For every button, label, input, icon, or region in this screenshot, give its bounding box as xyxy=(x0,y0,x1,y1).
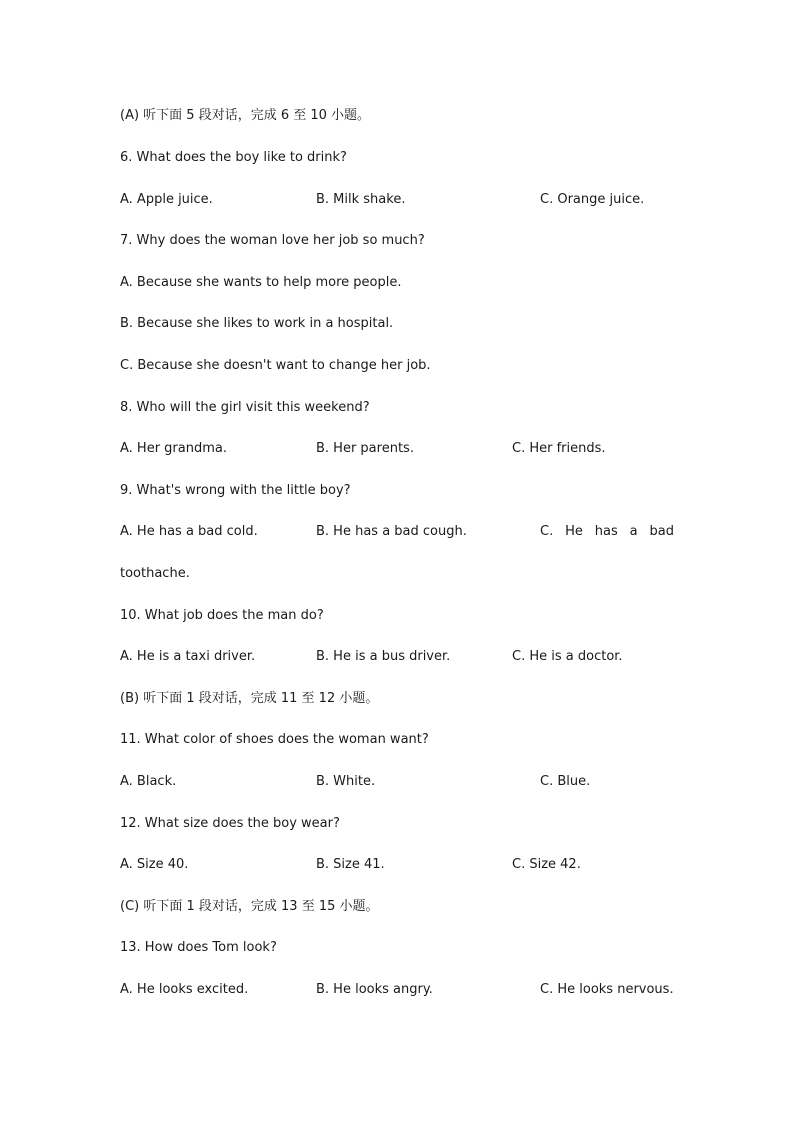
question-6-stem: 6. What does the boy like to drink? xyxy=(120,150,347,165)
section-heading-b: (B) 听下面 1 段对话，完成 11 至 12 小题。 xyxy=(120,691,379,706)
section-heading-c: (C) 听下面 1 段对话，完成 13 至 15 小题。 xyxy=(120,899,379,914)
question-13-option-a: A. He looks excited. xyxy=(120,982,249,997)
question-7-option-b: B. Because she likes to work in a hospital. xyxy=(120,316,394,331)
question-13-option-b: B. He looks angry. xyxy=(316,982,433,997)
question-13-stem: 13. How does Tom look? xyxy=(120,940,277,955)
question-7-option-c: C. Because she doesn't want to change her job. xyxy=(120,358,431,373)
question-7-option-a: A. Because she wants to help more people. xyxy=(120,275,402,290)
question-12-option-c: C. Size 42. xyxy=(512,857,581,872)
question-9-option-c-word: C. xyxy=(540,524,554,539)
question-12-option-a: A. Size 40. xyxy=(120,857,189,872)
question-11-stem: 11. What color of shoes does the woman want? xyxy=(120,732,429,747)
question-10-option-b: B. He is a bus driver. xyxy=(316,649,451,664)
question-9-option-c xyxy=(540,524,674,540)
question-9-option-b: B. He has a bad cough. xyxy=(316,524,467,539)
question-12-option-b: B. Size 41. xyxy=(316,857,385,872)
question-9-option-c-continued: toothache. xyxy=(120,566,190,581)
question-6-option-a: A. Apple juice. xyxy=(120,192,213,207)
question-10-option-c: C. He is a doctor. xyxy=(512,649,623,664)
question-6-option-b: B. Milk shake. xyxy=(316,192,406,207)
question-9-option-c-word: has xyxy=(594,524,618,539)
question-9-option-c-word: a xyxy=(629,524,638,539)
question-9-option-a: A. He has a bad cold. xyxy=(120,524,258,539)
question-9-stem: 9. What's wrong with the little boy? xyxy=(120,483,351,498)
question-11-option-b: B. White. xyxy=(316,774,376,789)
question-8-option-a: A. Her grandma. xyxy=(120,441,227,456)
question-8-option-b: B. Her parents. xyxy=(316,441,414,456)
question-10-stem: 10. What job does the man do? xyxy=(120,608,324,623)
question-11-option-a: A. Black. xyxy=(120,774,177,789)
section-heading-a: (A) 听下面 5 段对话，完成 6 至 10 小题。 xyxy=(120,108,371,123)
question-12-stem: 12. What size does the boy wear? xyxy=(120,816,340,831)
question-13-option-c: C. He looks nervous. xyxy=(540,982,674,997)
question-8-option-c: C. Her friends. xyxy=(512,441,606,456)
question-10-option-a: A. He is a taxi driver. xyxy=(120,649,256,664)
question-11-option-c: C. Blue. xyxy=(540,774,591,789)
question-9-option-c-word: bad xyxy=(649,524,674,539)
question-7-stem: 7. Why does the woman love her job so much? xyxy=(120,233,425,248)
question-6-option-c: C. Orange juice. xyxy=(540,192,645,207)
question-9-option-c-word: He xyxy=(565,524,583,539)
question-8-stem: 8. Who will the girl visit this weekend? xyxy=(120,400,370,415)
